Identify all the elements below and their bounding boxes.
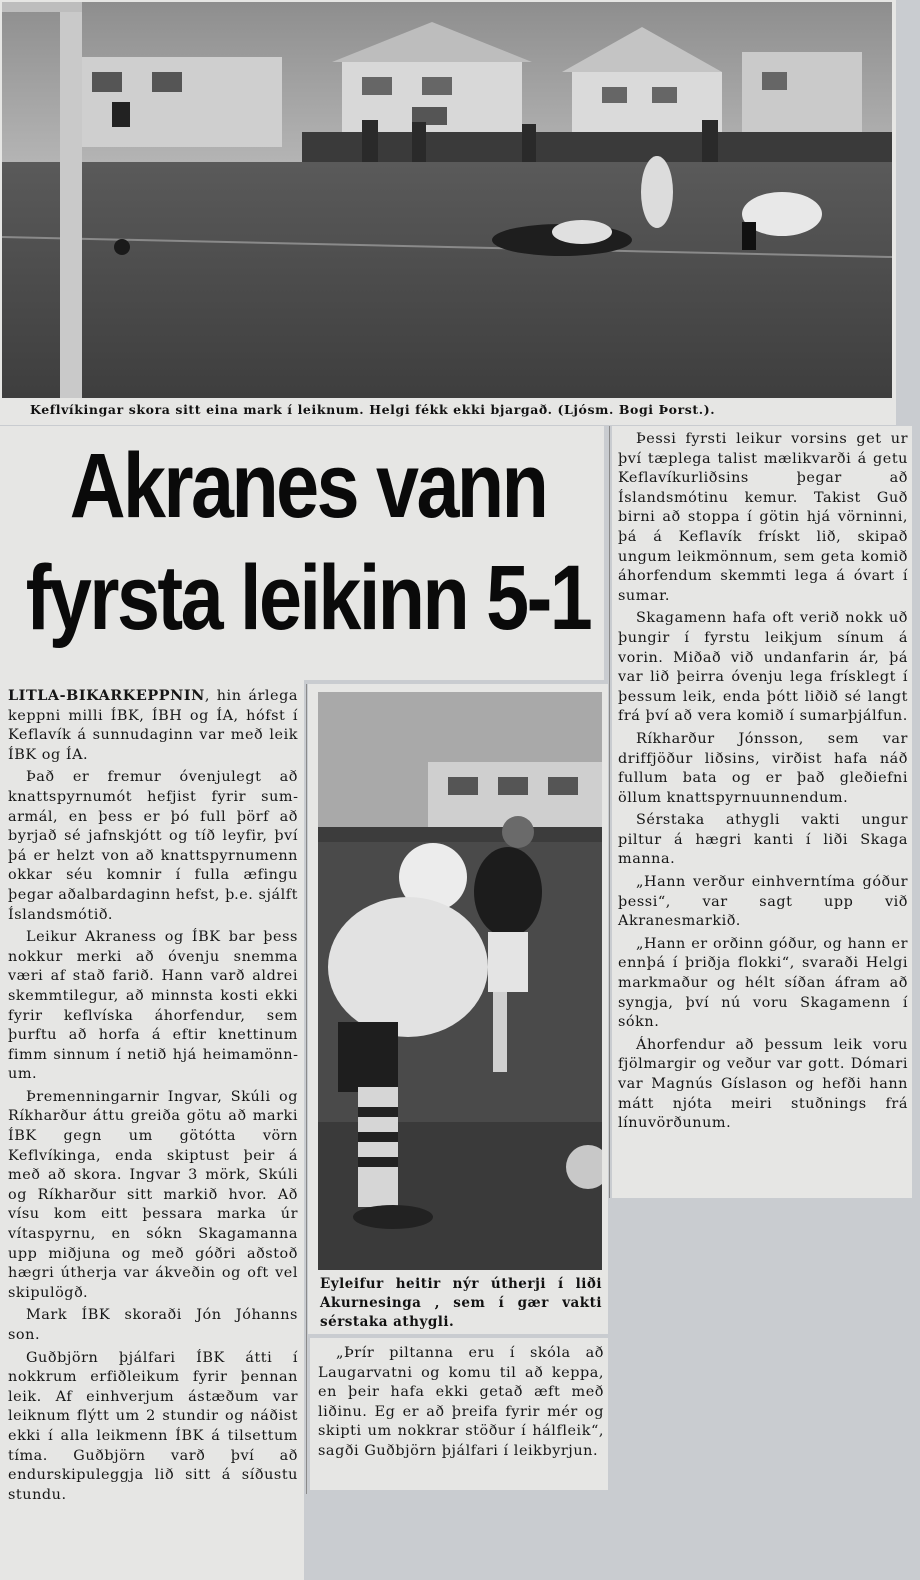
player-photo (318, 692, 602, 1270)
right-paragraph: „Hann verður einhverntíma góður þessi“, var sagt upp við Akranesmarkið. (618, 874, 908, 930)
headline-line-2: fyrsta leikinn 5-1 (25, 547, 591, 649)
lead-word: LITLA-BIKARKEPPNIN (8, 687, 205, 704)
eyleifur-player-image (318, 692, 602, 1270)
middle-paragraph: „Þrír piltanna eru í skóla að Laugarvatni og komu til að keppa, en þeir hafa ekki getað æft með liðinu. Eg er að þreifa fyrir mér og skipti um nokkrar stöður í hálfleik“, sagði Guðbjörn þjálfari í leikbyrjun. (318, 1345, 604, 1459)
right-paragraph: Þessi fyrsti leikur vorsins get ur því tæplega talist mælikvarði á getu Keflavíkurliðsins þegar að Íslandsmótinu kemur. Takist Guð birni að stoppa í götin hjá vörninni, þá á Keflavík frískt lið, skipað ungum leikmönnum, sem geta komið áhorfendum skemmti lega á óvart í sumar. (618, 431, 908, 604)
right-column-text (618, 430, 908, 1137)
left-paragraph: Mark ÍBK skoraði Jón Jóhanns son. (8, 1307, 298, 1343)
goal-scene-image (2, 2, 892, 398)
player-photo-caption: Eyleifur heitir nýr útherji í liði Akurnesinga , sem í gær vakti sérstaka athygli. (320, 1276, 602, 1330)
right-paragraph: Áhorfendur að þessum leik voru fjölmargir og veður var gott. Dómari var Magnús Gíslason og hefði hann mátt njóta meiri stuðnings frá línuvörðunum. (618, 1036, 908, 1132)
left-paragraph: Leikur Akraness og ÍBK bar þess nokkur merki að óvenju snemma væri af stað farið. Hann varð aldrei skemmtilegur, að minnsta kosti ekki fyrir keflvíska áhorfendur, sem þurftu að horfa á eftir knettinum fimm sinnum í netið hjá heimamönnum. (8, 929, 298, 1083)
headline-line-1: Akranes vann (69, 435, 547, 537)
right-paragraph: Sérstaka athygli vakti ungur piltur á hægri kanti í liði Skaga manna. (618, 812, 908, 868)
right-paragraph: Ríkharður Jónsson, sem var driffjöður liðsins, virðist hafa náð fullum bata og er það gleðiefni öllum knattspyrnuunnendum. (618, 730, 908, 806)
lead-paragraph (8, 686, 298, 765)
column-divider (609, 426, 610, 1198)
lead-text: , hin árlega keppni milli ÍBK, ÍBH og ÍA, hófst í Keflavík á sunnudaginn var með leik ÍBK og ÍA. (8, 688, 298, 763)
left-paragraph: Það er fremur óvenjulegt að knattspyrnumót hefjist fyrir sumarmál, en þess er þó full þörf að byrjað sé jafnskjótt og tíð leyfir, því þá er helzt von að knattspyrnumenn okkar séu komnir í fulla æfingu þegar aðalbardaginn hefst, þ.e. sjálft Íslandsmótið. (8, 769, 298, 923)
right-paragraph: „Hann er orðinn góður, og hann er ennþá í þriðja flokki“, svaraði Helgi markmaður og hélt síðan áfram að syngja, því nú voru Skagamenn í sókn. (618, 935, 908, 1031)
right-paragraph: Skagamenn hafa oft verið nokk uð þungir í fyrstu leikjum sínum á vorin. Miðað við undanfarin ár, þá var lið þeirra óvenju lega frísklegt í þessum leik, enda þótt liðið sé langt frá því að vera komið í sumarþjálfun. (618, 610, 908, 725)
headline (14, 430, 602, 654)
top-photo-caption: Keflvíkingar skora sitt eina mark í leiknum. Helgi fékk ekki bjargað. (Ljósm. Bogi Þorst.). (30, 402, 716, 417)
match-goal-photo (2, 2, 892, 398)
left-paragraph: Guðbjörn þjálfari ÍBK átti í nokkrum erfiðleikum fyrir þennan leik. Af einhverjum ástæðum var leiknum flýtt um 2 stundir og náðist ekki í alla leikmenn ÍBK á tilsettum tíma. Guðbjörn varð því að endurskipuleggja lið sitt á síðustu stundu. (8, 1349, 298, 1503)
left-paragraph: Þremenningarnir Ingvar, Skúli og Ríkharður áttu greiða götu að marki ÍBK gegn um götótta vörn Keflvíkinga, enda skiptust þeir á með að skora. Ingvar 3 mörk, Skúli og Ríkharður sitt markið hvor. Að vísu kom eitt þessara marka úr vítaspyrnu, en sókn Skagamanna upp miðjuna og með góðri aðstoð hægri útherja var ákveðin og oft vel skipulögð. (8, 1088, 298, 1301)
column-divider (306, 684, 307, 1494)
middle-column-text (318, 1344, 604, 1465)
left-column-text (8, 686, 298, 1508)
